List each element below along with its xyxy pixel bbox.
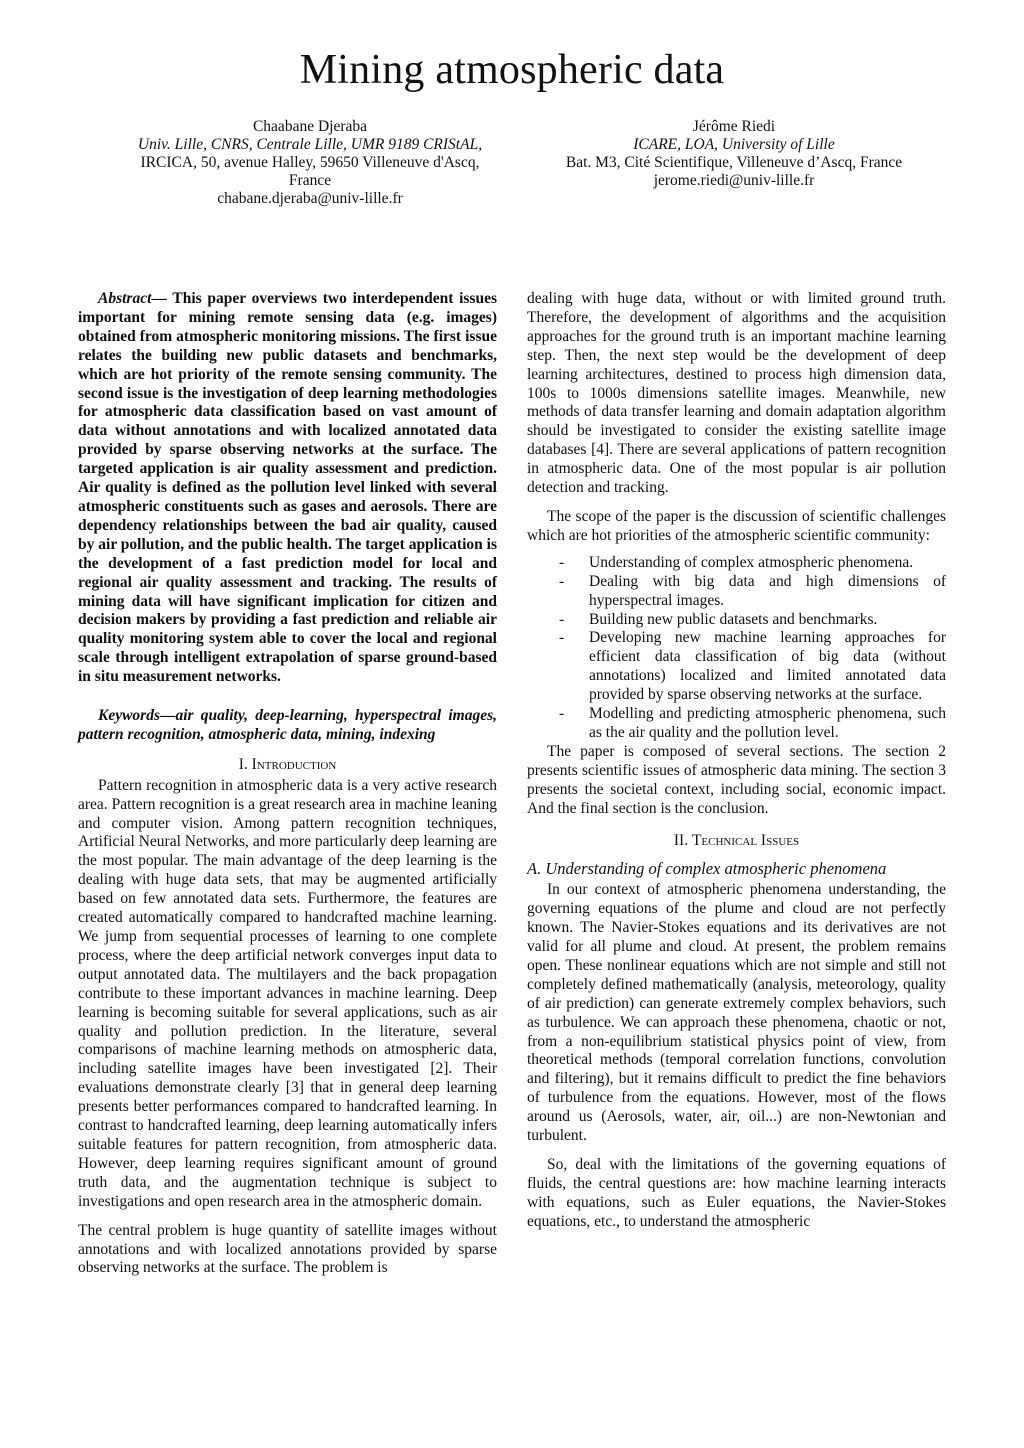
- author-email: chabane.djeraba@univ-lille.fr: [217, 190, 403, 207]
- section-title: Technical Issues: [691, 832, 800, 850]
- section-number: II.: [673, 832, 689, 850]
- list-item: - Developing new machine learning approaches for efficient data classification of big data (without annotations) localized and limited annotated data provided by sparse observing networks at the surface.: [559, 629, 946, 704]
- section-heading-technical-issues: [527, 832, 946, 851]
- left-column: [78, 290, 497, 1278]
- intro-paragraph-2: The central problem is huge quantity of satellite images without annotations and with localized annotations provided by sparse observing networks at the surface. The problem is: [78, 1221, 497, 1277]
- list-item: - Dealing with big data and high dimensions of hyperspectral images.: [559, 572, 946, 609]
- abstract-text: — This paper overviews two interdependent issues important for mining remote sensing data (e.g. images) obtained from atmospheric monitoring missions. The first issue relates the building new public datasets and benchmarks, which are hot priority of the remote sensing community. The second issue is the investigation of deep learning methodologies for atmospheric data classification based on vast amount of data without annotations and with localized annotated data provided by sparse observing networks at the surface. The targeted application is air quality assessment and prediction. Air quality is defined as the pollution level linked with several atmospheric constituents such as gases and aerosols. There are dependency relationships between the bad air quality, caused by air pollution, and the public health. The target application is the development of a fast prediction model for local and regional air quality assessment and tracking. The results of mining data will have significant implication for citizen and decision makers by providing a fast prediction and reliable air quality monitoring system able to cover the local and regional scale through intelligent extrapolation of sparse ground-based in situ measurement networks.: [78, 290, 497, 686]
- author-email: jerome.riedi@univ-lille.fr: [653, 172, 815, 189]
- section-number: I.: [238, 755, 248, 773]
- author-block-1: [110, 118, 510, 208]
- paper-title: Mining atmospheric data: [299, 47, 725, 93]
- intro-paragraph-4: The scope of the paper is the discussion of scientific challenges which are hot priorities of the atmospheric scientific community:: [527, 507, 946, 544]
- abstract: [78, 290, 497, 687]
- intro-paragraph-5: The paper is composed of several sections. The section 2 presents scientific issues of atmospheric data mining. The section 3 presents the societal context, including social, economic impact. And the final section is the conclusion.: [527, 742, 946, 817]
- technical-paragraph-2: So, deal with the limitations of the governing equations of fluids, the central questions are: how machine learning interacts with equations, such as Euler equations, the Navier-Stokes equations, etc., to understand the atmospheric: [527, 1155, 946, 1230]
- keywords: Keywords—air quality, deep-learning, hyperspectral images, pattern recognition, atmospheric data, mining, indexing: [78, 707, 497, 743]
- author-name: Jérôme Riedi: [692, 118, 776, 135]
- intro-paragraph-1: Pattern recognition in atmospheric data is a very active research area. Pattern recognition is a great research area in machine leaning and computer vision. Among pattern recognition techniques, Artificial Neural Networks, and more particularly deep learning are the most popular. The main advantage of the deep learning is the dealing with huge data sets, that may be augmented artificially based on few annotated data sets. Furthermore, the features are created automatically compared to handcrafted machine learning. We jump from sequential processes of learning to one complete process, where the deep artificial network converges input data to output annotated data. The multilayers and the back propagation contribute to these important advances in machine learning. Deep learning is becoming suitable for several applications, such as air quality and pollution prediction. In the literature, several comparisons of machine learning methods on atmospheric data, including satellite images have been investigated [2]. Their evaluations demonstrate clearly [3] that in general deep learning presents better performances compared to handcrafted learning. In contrast to handcrafted learning, deep learning automatically infers suitable features for pattern recognition, from atmospheric data. However, deep learning requires significant amount of ground truth data, and the augmentation technique is subject to investigations and open research area in the atmospheric domain.: [78, 776, 497, 1210]
- subsection-heading: A. Understanding of complex atmospheric phenomena: [527, 859, 887, 879]
- author-block-2: [534, 118, 934, 190]
- right-column: [527, 290, 946, 1232]
- section-heading-introduction: [78, 756, 497, 775]
- author-address: Bat. M3, Cité Scientifique, Villeneuve d’Ascq, France: [565, 154, 903, 171]
- section-title: Introduction: [251, 755, 337, 773]
- author-country: France: [288, 172, 332, 189]
- author-affiliation: Univ. Lille, CNRS, Centrale Lille, UMR 9189 CRIStAL,: [137, 136, 483, 153]
- list-item: - Understanding of complex atmospheric phenomena.: [559, 553, 914, 571]
- abstract-label: Abstract: [98, 290, 152, 307]
- author-name: Chaabane Djeraba: [252, 118, 368, 135]
- challenges-list: [527, 554, 946, 743]
- author-address: IRCICA, 50, avenue Halley, 59650 Villeneuve d'Ascq,: [140, 154, 480, 171]
- intro-paragraph-3: dealing with huge data, without or with limited ground truth. Therefore, the development of algorithms and the acquisition approaches for the ground truth is an important machine learning step. Then, the next step would be the development of deep learning architectures, destined to process high dimension data, 100s to 1000s dimensions satellite images. Meanwhile, new methods of data transfer learning and domain adaptation algorithm should be investigated to consider the existing satellite image databases [4]. There are several applications of pattern recognition in atmospheric data. One of the most popular is air pollution detection and tracking.: [527, 290, 946, 497]
- technical-paragraph-1: In our context of atmospheric phenomena understanding, the governing equations of the plume and cloud are not perfectly known. The Navier-Stokes equations and its derivatives are not valid for all plume and cloud. At present, the problem remains open. These nonlinear equations which are not simple and still not completely defined mathematically (analysis, meteorology, quality of air prediction) can generate extremely complex behaviors, such as turbulence. We can approach these phenomena, chaotic or not, from a non-equilibrium statistical physics point of view, from theoretical methods (temporal correlation functions, convolution and filtering), but it remains difficult to predict the fine behaviors of turbulence from the equations. However, most of the flows around us (Aerosols, water, air, oil...) are non-Newtonian and turbulent.: [527, 881, 946, 1145]
- author-affiliation: ICARE, LOA, University of Lille: [633, 136, 835, 153]
- list-item: - Building new public datasets and benchmarks.: [559, 610, 878, 628]
- list-item: - Modelling and predicting atmospheric phenomena, such as the air quality and the pollution level.: [559, 705, 946, 741]
